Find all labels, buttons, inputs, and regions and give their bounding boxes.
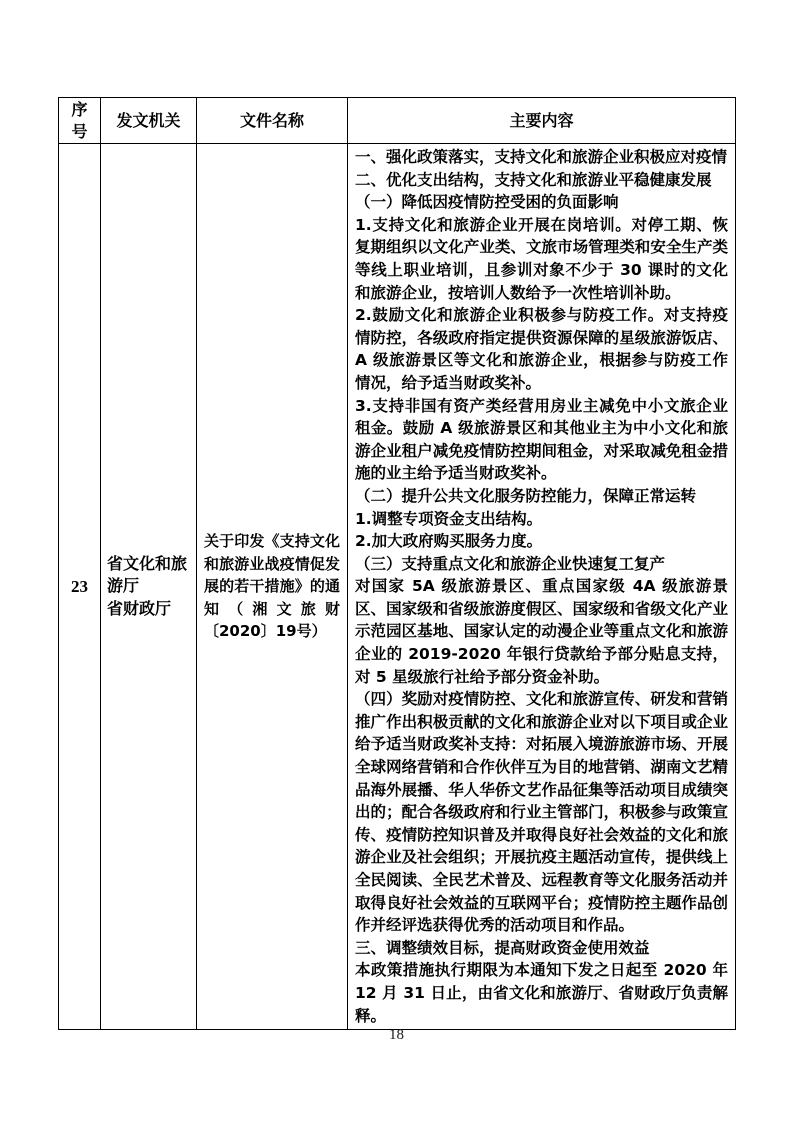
content-paragraph: （三）支持重点文化和旅游企业快速复工复产 (355, 554, 666, 573)
content-paragraph: 一、强化政策落实，支持文化和旅游企业积极应对疫情 (355, 148, 728, 166)
policy-documents-table (58, 97, 736, 1030)
content-paragraph: 三、调整绩效目标，提高财政资金使用效益 (355, 938, 650, 957)
row-number-cell: 23 (59, 144, 101, 1030)
column-header-document-name: 文件名称 (197, 98, 348, 144)
main-content-cell (348, 144, 736, 1030)
page-number: 18 (389, 1027, 404, 1043)
content-paragraph: （二）提升公共文化服务防控能力，保障正常运转 (355, 486, 697, 505)
content-paragraph: 2.鼓励文化和旅游企业积极参与防疫工作。对支持疫情防控，各级政府指定提供资源保障的星级旅游饭店、A 级旅游景区等文化和旅游企业，根据参与防疫工作情况，给予适当财政奖补。 (355, 306, 728, 392)
content-paragraph: 对国家 5A 级旅游景区、重点国家级 4A 级旅游景区、国家级和省级旅游度假区、国家级和省级文化产业示范园区基地、国家认定的动漫企业等重点文化和旅游企业的 2019-2020 年银行贷款给予部分贴息支持，对 5 星级旅行社给予部分资金补助。 (355, 577, 728, 686)
content-paragraph: 3.支持非国有资产类经营用房业主减免中小文旅企业租金。鼓励 A 级旅游景区和其他业主为中小文化和旅游企业租户减免疫情防控期间租金，对采取减免租金措施的业主给予适当财政奖补。 (355, 396, 728, 483)
content-paragraph: 二、优化支出结构，支持文化和旅游业平稳健康发展 (355, 170, 712, 189)
agency-name: 省文化和旅游厅 (107, 553, 188, 596)
content-paragraph: 本政策措施执行期限为本通知下发之日起至 2020 年 12 月 31 日止，由省文化和旅游厅、省财政厅负责解释。 (355, 961, 728, 1025)
table-row (59, 144, 736, 1030)
document-name-cell: 关于印发《支持文化和旅游业战疫情促发展的若干措施》的通知（湘文旅财〔2020〕19号） (197, 144, 348, 1030)
content-paragraph: （一）降低因疫情防控受困的负面影响 (355, 193, 619, 212)
content-paragraph: 2.加大政府购买服务力度。 (355, 532, 543, 551)
table-header-row (59, 98, 736, 144)
agency-name: 省财政厅 (107, 598, 172, 618)
content-paragraph: （四）奖励对疫情防控、文化和旅游宣传、研发和营销推广作出积极贡献的文化和旅游企业对以下项目或企业给予适当财政奖补支持：对拓展入境游旅游市场、开展全球网络营销和合作伙伴互为目的地营销、湖南文艺精品海外展播、华人华侨文艺作品征集等活动项目成绩突出的；配合各级政府和行业主管部门，积极参与政策宣传、疫情防控知识普及并取得良好社会效益的文化和旅游企业及社会组织；开展抗疫主题活动宣传，提供线上全民阅读、全民艺术普及、远程教育等文化服务活动并取得良好社会效益的互联网平台；疫情防控主题作品创作并经评选获得优秀的活动项目和作品。 (355, 690, 728, 935)
content-paragraph: 1.调整专项资金支出结构。 (355, 509, 543, 528)
content-paragraph: 1.支持文化和旅游企业开展在岗培训。对停工期、恢复期组织以文化产业类、文旅市场管理类和安全生产类等线上职业培训，且参训对象不少于 30 课时的文化和旅游企业，按培训人数给予一次性培训补助。 (355, 215, 728, 302)
column-header-agency: 发文机关 (101, 98, 197, 144)
column-header-number: 序号 (59, 98, 101, 144)
issuing-agency-cell (101, 144, 197, 1030)
column-header-main-content: 主要内容 (348, 98, 736, 144)
